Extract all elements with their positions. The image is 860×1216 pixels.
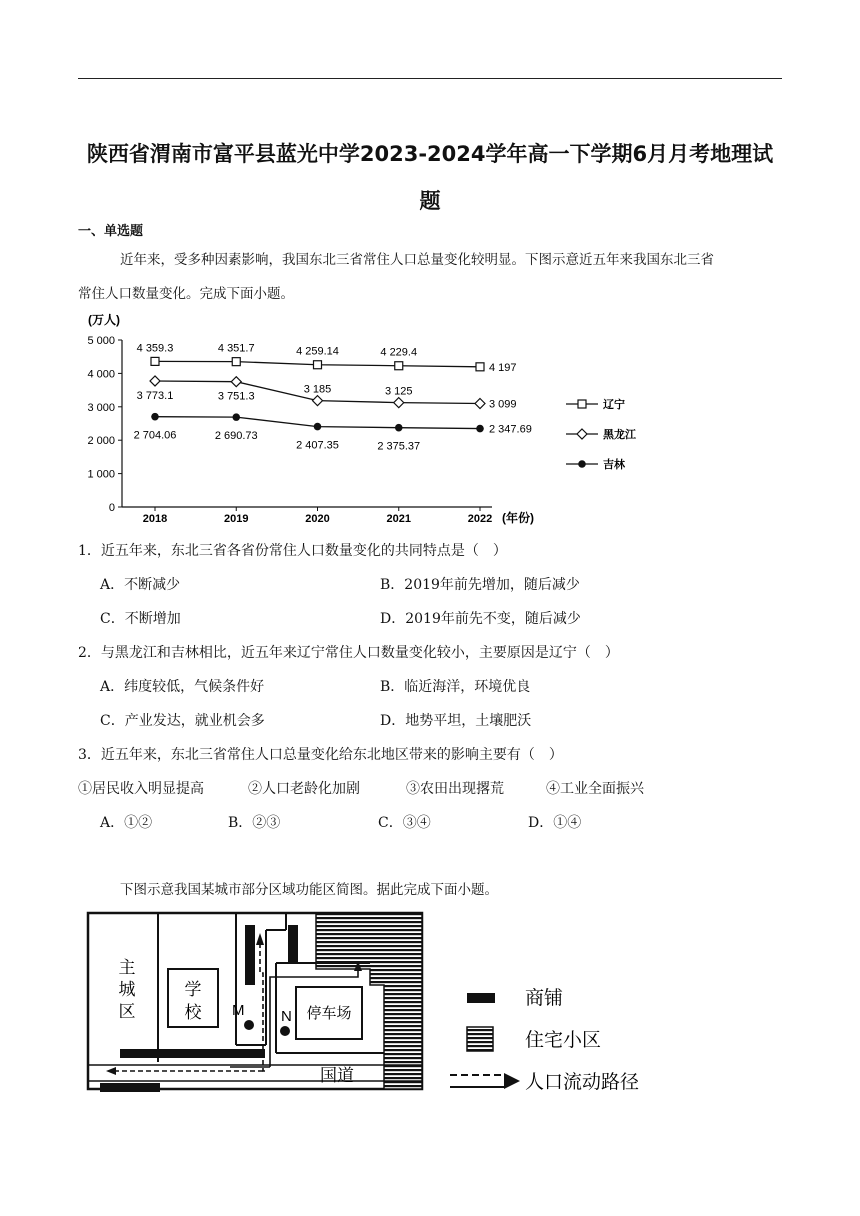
data-point (395, 424, 403, 432)
legend-marker (577, 429, 587, 439)
q2-option-c[interactable]: C．产业发达，就业机会多 (100, 713, 265, 729)
data-point (150, 376, 160, 386)
q1-option-b[interactable]: B．2019年前先增加，随后减少 (380, 577, 580, 593)
y-tick-label: 1 000 (87, 468, 115, 481)
legend-residential-label: 住宅小区 (525, 1030, 602, 1051)
point-n (280, 1026, 290, 1036)
x-tick-label: 2022 (467, 513, 493, 525)
data-point (314, 361, 322, 369)
q2-option-b[interactable]: B．临近海洋，环境优良 (380, 679, 531, 695)
data-label: 3 185 (303, 383, 332, 396)
q1-option-c[interactable]: C．不断增加 (100, 611, 181, 627)
data-label: 2 347.69 (489, 423, 532, 436)
data-point (151, 413, 159, 421)
data-label: 2 407.35 (296, 439, 339, 452)
shop-block (100, 1083, 160, 1092)
x-axis-label: (年份) (502, 511, 534, 525)
legend-label: 辽宁 (603, 399, 625, 411)
legend-flow-label: 人口流动路径 (525, 1072, 640, 1093)
data-label: 3 099 (489, 398, 517, 411)
y-axis-label: (万人) (88, 313, 120, 327)
legend-label: 黑龙江 (603, 429, 636, 441)
y-tick-label: 5 000 (87, 335, 115, 347)
data-point (232, 413, 240, 421)
page-title-continued: 题 (419, 189, 441, 213)
y-tick-label: 0 (108, 502, 115, 514)
intro-text: 近年来，受多种因素影响，我国东北三省常住人口总量变化较明显。下图示意近五年来我国东北三省 (120, 252, 714, 268)
data-point (394, 398, 404, 408)
q3-option-d[interactable]: D．①④ (528, 815, 582, 831)
y-tick-label: 3 000 (87, 401, 115, 414)
point-n-label: N (281, 1008, 292, 1025)
x-tick-label: 2021 (386, 513, 411, 525)
data-point (476, 363, 484, 371)
q1-option-a[interactable]: A．不断减少 (100, 577, 181, 593)
legend-residential-icon (467, 1027, 493, 1051)
point-m-label: M (232, 1002, 245, 1019)
school-label-2: 校 (184, 1003, 202, 1022)
q3-statement-1: ①居民收入明显提高 (78, 781, 204, 797)
q3-statement-3: ③农田出现撂荒 (406, 781, 504, 797)
national-road-label: 国道 (320, 1066, 354, 1085)
q3-option-b[interactable]: B．②③ (228, 815, 281, 831)
data-label: 4 351.7 (217, 342, 255, 355)
legend-shops-label: 商铺 (525, 988, 564, 1009)
page-title: 陕西省渭南市富平县蓝光中学2023-2024学年高一下学期6月月考地理试 (86, 142, 774, 166)
data-label: 4 259.14 (296, 345, 339, 358)
parking-label: 停车场 (306, 1005, 352, 1022)
data-label: 3 751.3 (217, 390, 255, 403)
section2-intro: 下图示意我国某城市部分区域功能区简图。据此完成下面小题。 (120, 882, 498, 898)
data-label: 2 704.06 (133, 429, 177, 442)
data-point (476, 425, 484, 433)
x-tick-label: 2018 (142, 513, 168, 525)
data-point (395, 362, 403, 370)
main-city-label-1: 主 (118, 958, 136, 977)
shop-block (120, 1049, 265, 1058)
data-label: 3 773.1 (136, 389, 174, 402)
x-tick-label: 2020 (305, 513, 330, 525)
legend-shop-icon (467, 993, 495, 1003)
y-tick-label: 4 000 (87, 368, 115, 381)
population-chart (80, 310, 660, 530)
data-point (475, 398, 485, 408)
y-tick-label: 2 000 (87, 435, 115, 448)
data-label: 4 197 (489, 361, 517, 374)
section-heading: 一、单选题 (78, 224, 144, 239)
question-3-stem: 3．近五年来，东北三省常住人口总量变化给东北地区带来的影响主要有（ ） (78, 747, 563, 763)
q3-statement-4: ④工业全面振兴 (546, 781, 644, 797)
city-function-map (80, 905, 680, 1105)
shop-block (288, 925, 298, 963)
legend-marker (578, 460, 586, 468)
data-point (232, 358, 240, 366)
data-label: 4 229.4 (380, 346, 418, 359)
main-city-label-2: 城 (118, 980, 136, 999)
point-m (244, 1020, 254, 1030)
data-label: 4 359.3 (136, 342, 174, 355)
data-label: 2 375.37 (377, 440, 421, 453)
question-1-stem: 1．近五年来，东北三省各省份常住人口数量变化的共同特点是（ ） (78, 543, 507, 559)
main-city-label-3: 区 (118, 1002, 136, 1021)
shop-block (245, 925, 255, 985)
q2-option-d[interactable]: D．地势平坦，土壤肥沃 (380, 713, 532, 729)
q1-option-d[interactable]: D．2019年前先不变，随后减少 (380, 611, 581, 627)
intro-text-2: 常住人口数量变化。完成下面小题。 (78, 286, 294, 302)
question-2-stem: 2．与黑龙江和吉林相比，近五年来辽宁常住人口数量变化较小，主要原因是辽宁（ ） (78, 645, 619, 661)
data-point (231, 377, 241, 387)
q3-statement-2: ②人口老龄化加剧 (248, 781, 360, 797)
x-tick-label: 2019 (224, 513, 249, 525)
q3-option-a[interactable]: A．①② (100, 815, 153, 831)
data-label: 3 125 (384, 385, 413, 398)
q3-option-c[interactable]: C．③④ (378, 815, 431, 831)
data-point (151, 357, 159, 365)
data-point (313, 396, 323, 406)
header-rule (78, 78, 782, 79)
data-point (314, 423, 322, 431)
legend-label: 吉林 (603, 459, 625, 471)
legend-flow-arrow-icon (504, 1073, 520, 1089)
data-label: 2 690.73 (214, 430, 258, 443)
q2-option-a[interactable]: A．纬度较低，气候条件好 (100, 679, 265, 695)
legend-marker (578, 400, 586, 408)
school-label-1: 学 (184, 980, 202, 999)
